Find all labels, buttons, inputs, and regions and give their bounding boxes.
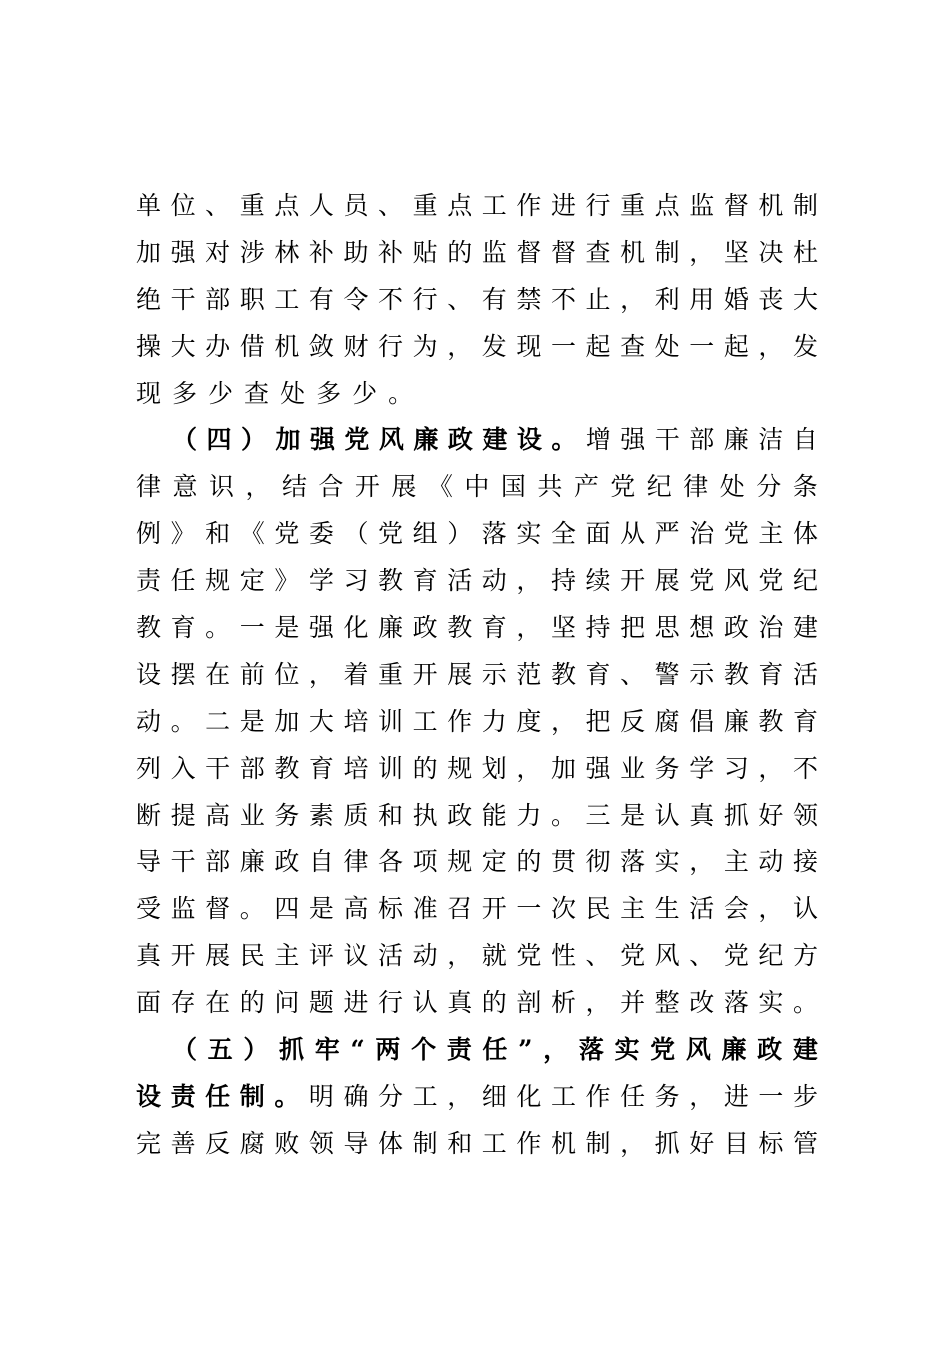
text-line: 受 监 督 。 四 是 高 标 准 召 开 一 次 民 主 生 活 会 ， 认 (136, 894, 818, 924)
text-line: 例 》 和 《 党 委 （ 党 组 ） 落 实 全 面 从 严 治 党 主 体 (136, 519, 818, 549)
text-line: 列 入 干 部 教 育 培 训 的 规 划 ， 加 强 业 务 学 习 ， 不 (136, 753, 818, 783)
text-line: 导 干 部 廉 政 自 律 各 项 规 定 的 贯 彻 落 实 ， 主 动 接 (136, 847, 818, 877)
text-line: 单 位 、 重 点 人 员 、 重 点 工 作 进 行 重 点 监 督 机 制 (136, 191, 818, 220)
text-line: 加 强 对 涉 林 补 助 补 贴 的 监 督 督 查 机 制 ， 坚 决 杜 (136, 237, 818, 267)
text-line: 动 。 二 是 加 大 培 训 工 作 力 度 ， 把 反 腐 倡 廉 教 育 (136, 706, 818, 736)
text-line: 律 意 识 ， 结 合 开 展 《 中 国 共 产 党 纪 律 处 分 条 (136, 472, 818, 502)
text-line: 设 摆 在 前 位 ， 着 重 开 展 示 范 教 育 、 警 示 教 育 活 (136, 659, 818, 689)
text-line: 绝 干 部 职 工 有 令 不 行 、 有 禁 不 止 ， 利 用 婚 丧 大 (136, 284, 818, 314)
text-line: （ 五 ） 抓 牢 “ 两 个 责 任 ” ， 落 实 党 风 廉 政 建 (172, 1035, 818, 1065)
document-page (136, 183, 818, 1168)
text-line: 设 责 任 制 。 明 确 分 工 ， 细 化 工 作 任 务 ， 进 一 步 (136, 1081, 818, 1111)
text-line: 完 善 反 腐 败 领 导 体 制 和 工 作 机 制 ， 抓 好 目 标 管 (136, 1128, 818, 1158)
text-line: 断 提 高 业 务 素 质 和 执 政 能 力 。 三 是 认 真 抓 好 领 (136, 800, 818, 830)
text-line: 面 存 在 的 问 题 进 行 认 真 的 剖 析 ， 并 整 改 落 实 。 (136, 988, 818, 1018)
text-line: 责 任 规 定 》 学 习 教 育 活 动 ， 持 续 开 展 党 风 党 纪 (136, 566, 818, 596)
text-line: 教 育 。 一 是 强 化 廉 政 教 育 ， 坚 持 把 思 想 政 治 建 (136, 613, 818, 643)
text-line: 真 开 展 民 主 评 议 活 动 ， 就 党 性 、 党 风 、 党 纪 方 (136, 941, 818, 971)
text-line: 操 大 办 借 机 敛 财 行 为 ， 发 现 一 起 查 处 一 起 ， 发 (136, 331, 818, 361)
text-line: 现 多 少 查 处 多 少 。 (136, 378, 425, 408)
text-line: （ 四 ） 加 强 党 风 廉 政 建 设 。 增 强 干 部 廉 洁 自 (172, 425, 818, 455)
